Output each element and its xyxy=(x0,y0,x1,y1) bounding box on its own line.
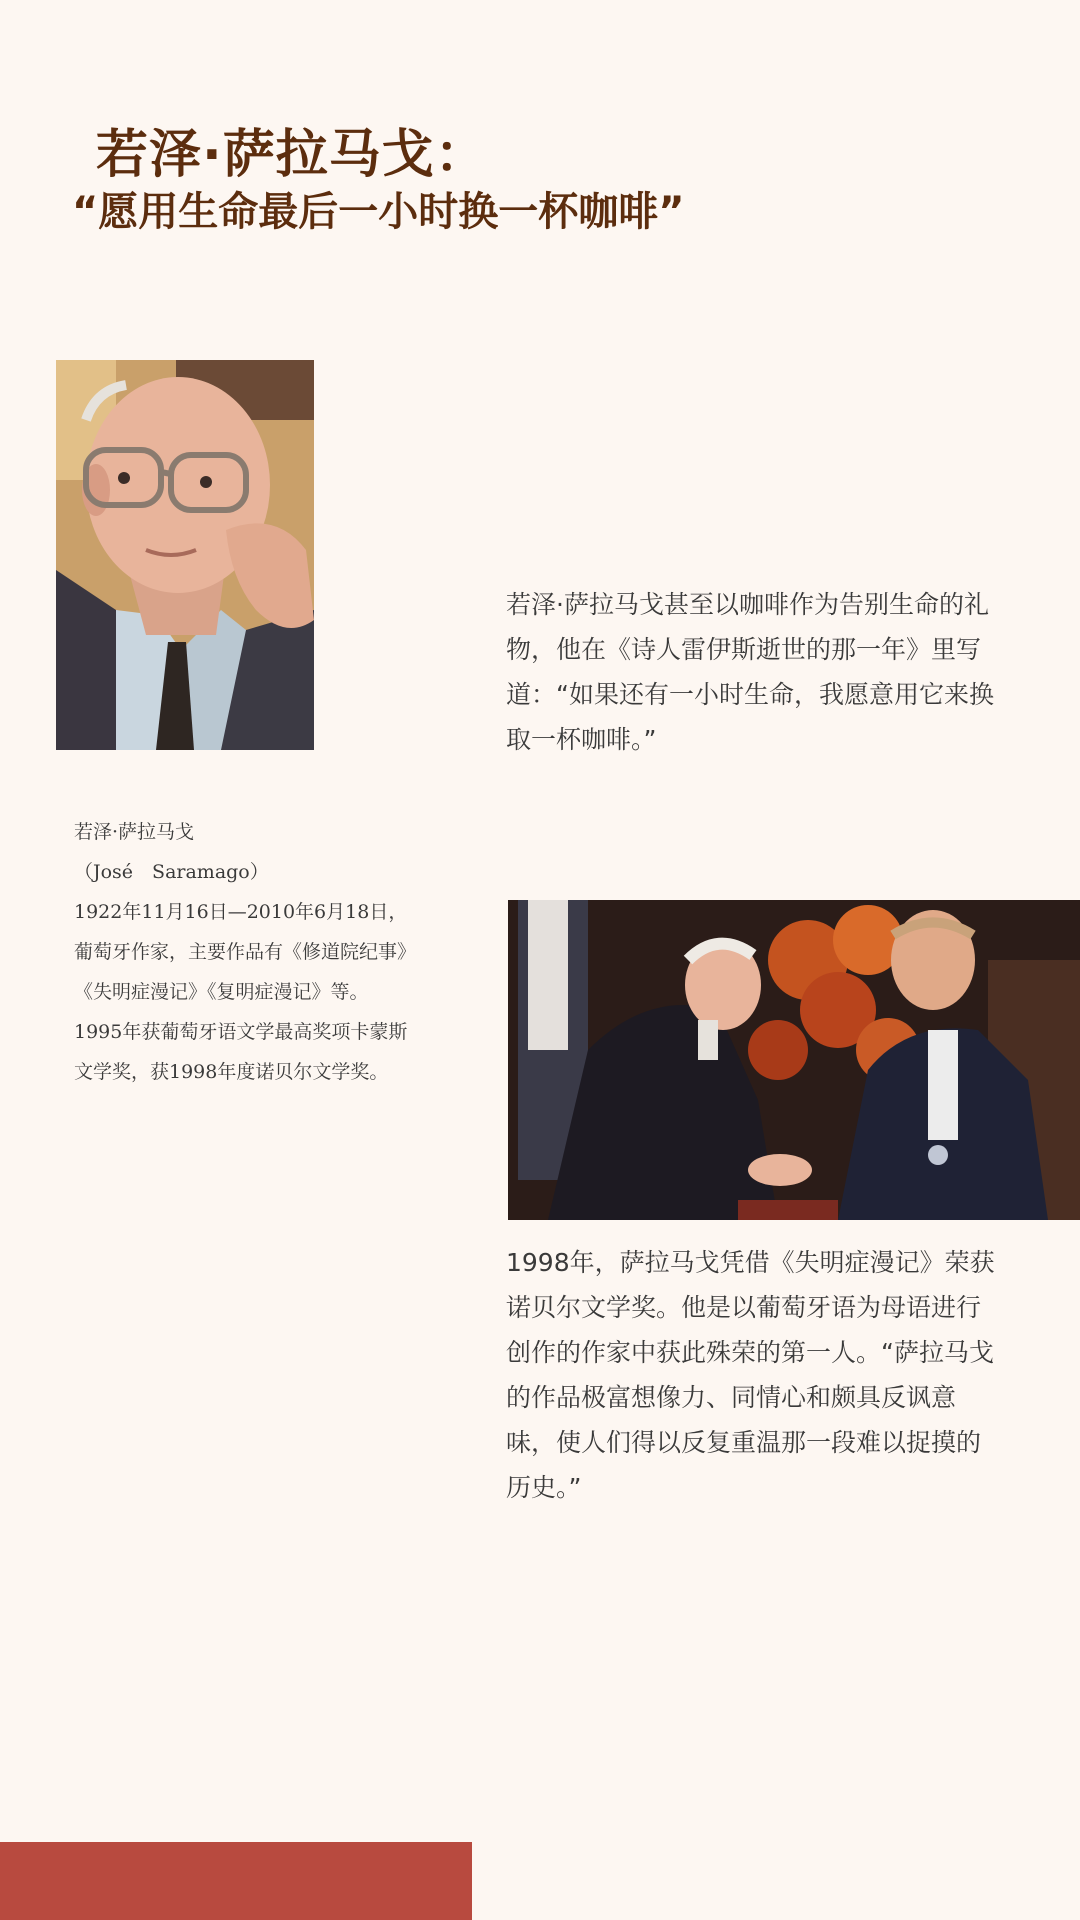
title-line-2: “愿用生命最后一小时换一杯咖啡” xyxy=(72,189,685,235)
decorative-accent-bar xyxy=(0,1842,472,1920)
nobel-ceremony-photo xyxy=(508,900,1080,1220)
title-line-1: 若泽·萨拉马戈： xyxy=(96,125,488,185)
caption-bio: 1922年11月16日—2010年6月18日，葡萄牙作家，主要作品有《修道院纪事》《失明症漫记》《复明症漫记》等。1995年获葡萄牙语文学最高奖项卡蒙斯文学奖，获1998年度诺贝尔文学奖。 xyxy=(74,901,408,1083)
nobel-prize-paragraph: 1998年，萨拉马戈凭借《失明症漫记》荣获诺贝尔文学奖。他是以葡萄牙语为母语进行创作的作家中获此殊荣的第一人。“萨拉马戈的作品极富想像力、同情心和颇具反讽意味，使人们得以反复重温那一段难以捉摸的历史。” xyxy=(506,1248,995,1502)
portrait-photo xyxy=(56,360,314,750)
portrait-illustration xyxy=(56,360,314,750)
coffee-quote-paragraph: 若泽·萨拉马戈甚至以咖啡作为告别生命的礼物，他在《诗人雷伊斯逝世的那一年》里写道：“如果还有一小时生命，我愿意用它来换取一杯咖啡。” xyxy=(506,590,994,754)
caption-name-english: （José Saramago） xyxy=(74,861,269,883)
caption-name: 若泽·萨拉马戈 xyxy=(74,821,195,843)
portrait-caption xyxy=(74,812,414,1092)
ceremony-illustration xyxy=(508,900,1080,1220)
